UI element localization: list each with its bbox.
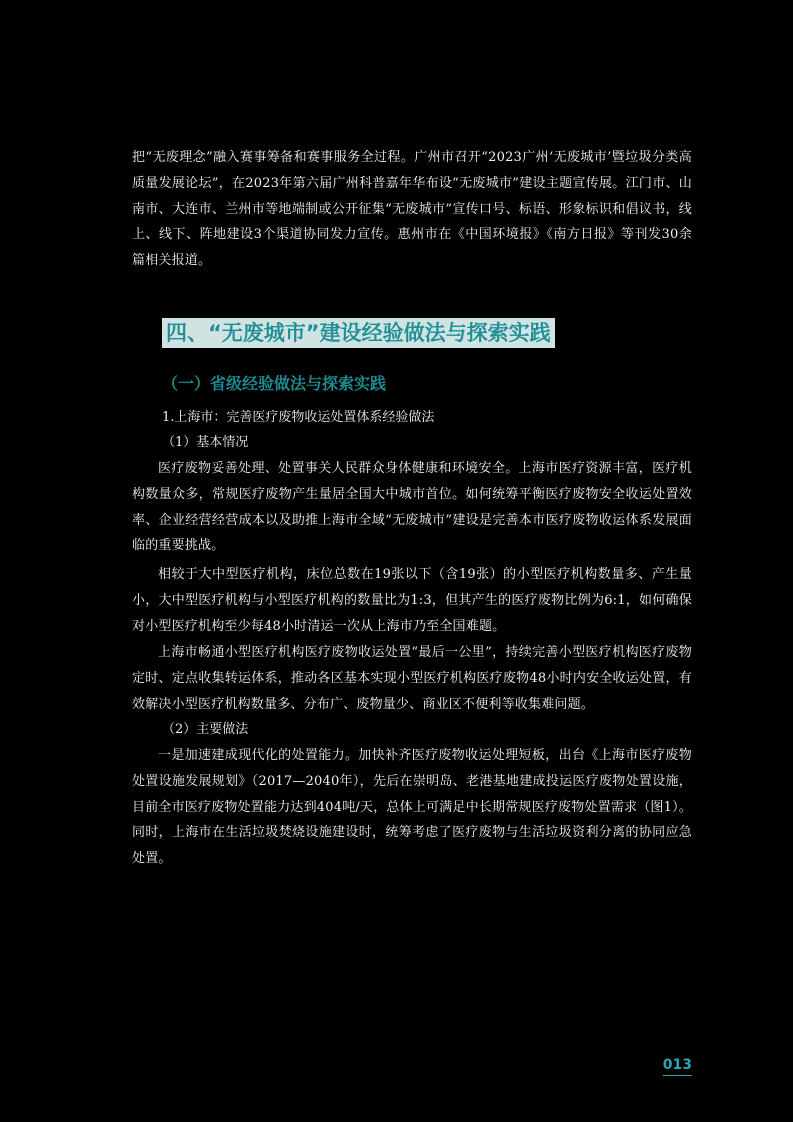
paragraph-main-practice: 一是加速建成现代化的处置能力。加快补齐医疗废物收运处理短板，出台《上海市医疗废物处置设施发展规划》（2017—2040年），先后在崇明岛、老港基地建成投运医疗废物处置设施，目前全市医疗废物处置能力达到404吨/天，总体上可满足中长期常规医疗废物处置需求（图1）。同时，上海市在生活垃圾焚烧设施建设时，统筹考虑了医疗废物与生活垃圾资利分离的协同应急处置。 (132, 748, 692, 867)
body-paragraph-top: 把“无废理念”融入赛事筹备和赛事服务全过程。广州市召开“2023广州‘无废城市’暨垃圾分类高质量发展论坛”，在2023年第六届广州科普嘉年华布设“无废城市”建设主题宣传展。江门市、山南市、大连市、兰州市等地端制或公开征集“无废城市”宣传口号、标语、形象标识和倡议书，线上、线下、阵地建设3个渠道协同发力宣传。惠州市在《中国环境报》《南方日报》等刊发30余篇相关报道。 (132, 150, 692, 269)
paragraph-small-institutions: 相较于大中型医疗机构，床位总数在19张以下（含19张）的小型医疗机构数量多、产生量小，大中型医疗机构与小型医疗机构的数量比为1:3，但其产生的医疗废物比例为6:1，如何确保对小型医疗机构至少每48小时清运一次从上海市乃至全国难题。 (132, 567, 692, 634)
subsection-title: （一）省级经验做法与探索实践 (162, 374, 387, 393)
item-title: 1.上海市：完善医疗废物收运处置体系经验做法 (162, 410, 435, 425)
sub2-title: （2）主要做法 (162, 722, 249, 737)
section-title: 四、“无废城市”建设经验做法与探索实践 (162, 318, 555, 348)
sub1-title: （1）基本情况 (162, 435, 249, 450)
paragraph-last-mile: 上海市畅通小型医疗机构医疗废物收运处置“最后一公里”，持续完善小型医疗机构医疗废物定时、定点收集转运体系，推动各区基本实现小型医疗机构医疗废物48小时内安全收运处置，有效解决小型医疗机构数量多、分布广、废物量少、商业区不便利等收集难问题。 (132, 645, 692, 712)
paragraph-basic-situation: 医疗废物妥善处理、处置事关人民群众身体健康和环境安全。上海市医疗资源丰富，医疗机构数量众多，常规医疗废物产生量居全国大中城市首位。如何统筹平衡医疗废物安全收运处置效率、企业经营经营成本以及助推上海市全域“无废城市”建设是完善本市医疗废物收运体系发展面临的重要挑战。 (132, 461, 692, 554)
page-number: 013 (663, 1056, 692, 1076)
